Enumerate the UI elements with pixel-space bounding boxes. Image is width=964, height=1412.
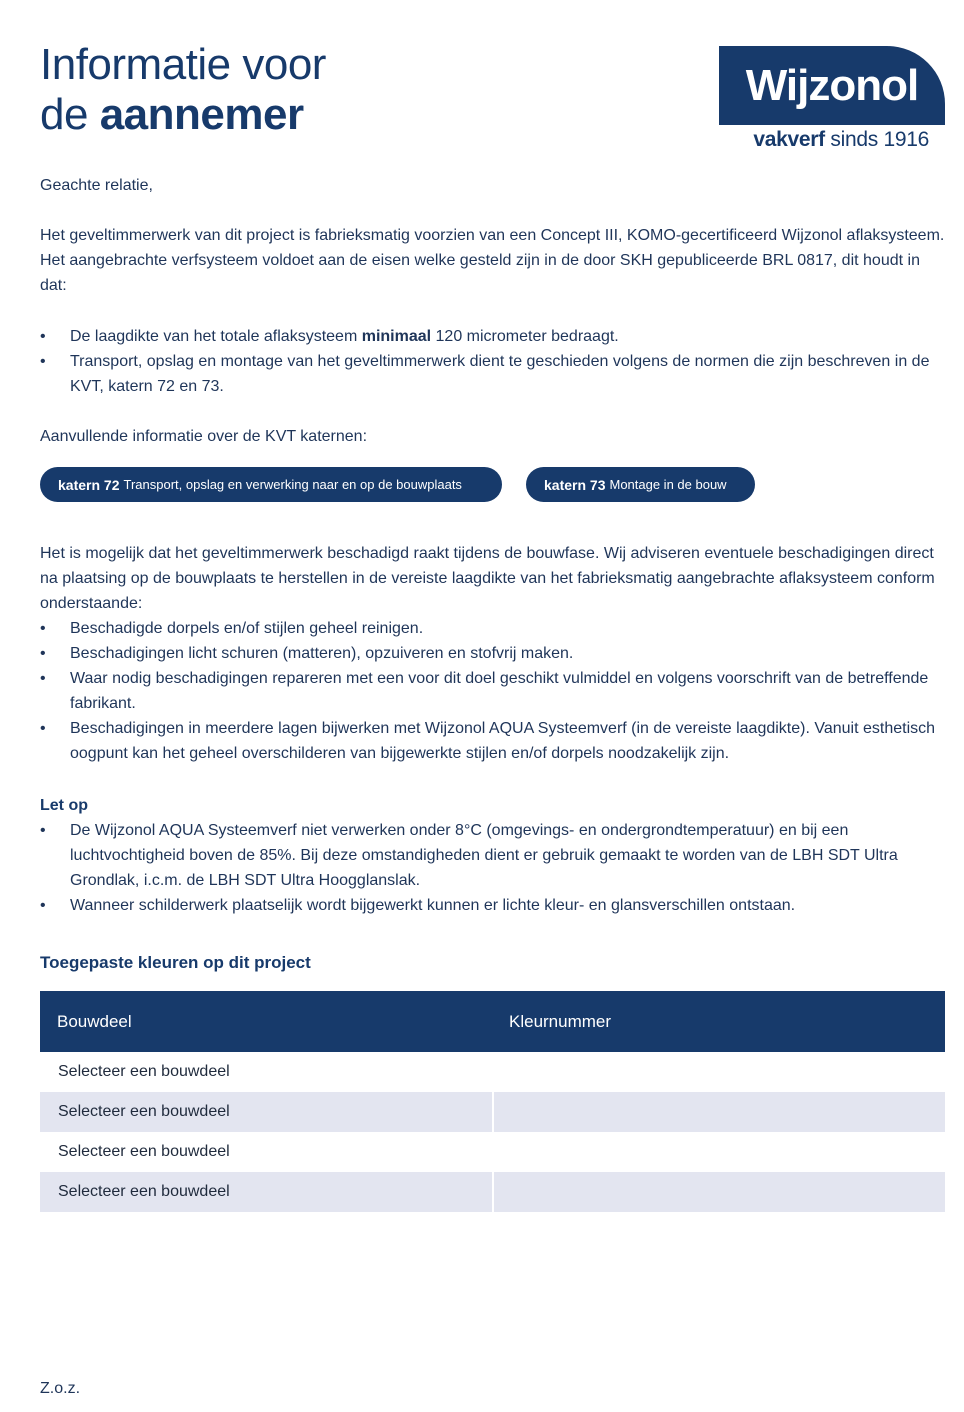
bouwdeel-select[interactable]: Selecteer een bouwdeel xyxy=(40,1092,492,1132)
table-row xyxy=(40,1172,945,1212)
tagline-bold: vakverf xyxy=(753,128,825,151)
tagline-rest: sinds 1916 xyxy=(824,128,929,151)
salutation: Geachte relatie, xyxy=(40,177,153,194)
kvt-label: Aanvullende informatie over de KVT katernen: xyxy=(40,428,368,445)
table-row xyxy=(40,1052,945,1092)
let-op-list xyxy=(40,818,945,918)
title-line-2-prefix: de xyxy=(40,90,88,139)
kleurnummer-field[interactable] xyxy=(492,1092,945,1132)
list-item: • Beschadigde dorpels en/of stijlen geheel reinigen. xyxy=(40,620,424,637)
list-item: • Wanneer schilderwerk plaatselijk wordt bijgewerkt kunnen er lichte kleur- en glansverschillen ontstaan. xyxy=(40,897,796,914)
bouwdeel-select[interactable]: Selecteer een bouwdeel xyxy=(40,1172,492,1212)
colors-table xyxy=(40,991,945,1212)
list-item: • Waar nodig beschadigingen repareren met een voor dit doel geschikt vulmiddel en volgens voorschrift van de betreffende fabrikant. xyxy=(40,670,929,712)
intro-paragraph: Het geveltimmerwerk van dit project is fabrieksmatig voorzien van een Concept III, KOMO-gecertificeerd Wijzonol aflaksysteem. Het aangebrachte verfsysteem voldoet aan de eisen welke gesteld zijn in de door SKH gepubliceerde BRL 0817, dit houdt in dat: xyxy=(40,227,945,294)
column-header-kleurnummer: Kleurnummer xyxy=(492,991,945,1052)
list-item: • Beschadigingen licht schuren (matteren), opzuiveren en stofvrij maken. xyxy=(40,645,574,662)
table-header-row xyxy=(40,991,945,1052)
katern-code: katern 73 xyxy=(544,476,606,493)
damage-paragraph: Het is mogelijk dat het geveltimmerwerk beschadigd raakt tijdens de bouwfase. Wij adviseren eventuele beschadigingen direct na plaatsing op de bouwplaats te herstellen in de vereiste laagdikte van het fabrieksmatig aangebrachte aflaksysteem conform onderstaande: xyxy=(40,545,935,612)
brand-logo xyxy=(719,46,945,125)
list-item: • Transport, opslag en montage van het geveltimmerwerk dient te geschieden volgens de normen die zijn beschreven in de KVT, katern 72 en 73. xyxy=(40,353,930,395)
table-row xyxy=(40,1132,945,1172)
kleurnummer-field[interactable] xyxy=(492,1052,945,1092)
katern-text: Montage in de bouw xyxy=(609,477,727,492)
title-line-2-bold: aannemer xyxy=(99,90,304,139)
let-op-heading: Let op xyxy=(40,797,88,814)
kleurnummer-field[interactable] xyxy=(492,1172,945,1212)
colors-heading: Toegepaste kleuren op dit project xyxy=(40,953,311,972)
list-item: • De Wijzonol AQUA Systeemverf niet verwerken onder 8°C (omgevings- en ondergrondtemperatuur) en bij een luchtvochtigheid boven de 85%. Bij deze omstandigheden dient er gebruik gemaakt te worden van de LBH SDT Ultra Grondlak, i.c.m. de LBH SDT Ultra Hoogglanslak. xyxy=(40,822,898,889)
list-item: • Beschadigingen in meerdere lagen bijwerken met Wijzonol AQUA Systeemverf (in de vereiste laagdikte). Vanuit esthetisch oogpunt kan het geheel overschilderen van bijgewerkte stijlen en/of dorpels noodzakelijk zijn. xyxy=(40,720,936,762)
damage-steps-list xyxy=(40,616,945,766)
brand-tagline xyxy=(719,128,929,152)
katern-text: Transport, opslag en verwerking naar en op de bouwplaats xyxy=(123,477,462,492)
column-header-bouwdeel: Bouwdeel xyxy=(40,991,492,1052)
brand-name: Wijzonol xyxy=(745,60,919,110)
page-title xyxy=(40,40,326,140)
list-item: • De laagdikte van het totale aflaksysteem minimaal 120 micrometer bedraagt. xyxy=(40,328,619,345)
title-line-1: Informatie voor xyxy=(40,40,326,89)
table-row xyxy=(40,1092,945,1132)
bouwdeel-select[interactable]: Selecteer een bouwdeel xyxy=(58,1143,230,1160)
katern-code: katern 72 xyxy=(58,476,120,493)
katern-73-link[interactable] xyxy=(526,467,755,502)
bouwdeel-select[interactable]: Selecteer een bouwdeel xyxy=(58,1063,230,1080)
requirements-list xyxy=(40,324,945,399)
kleurnummer-field[interactable] xyxy=(492,1132,945,1172)
page-turn-note: Z.o.z. xyxy=(40,1380,81,1397)
katern-72-link[interactable] xyxy=(40,467,502,502)
